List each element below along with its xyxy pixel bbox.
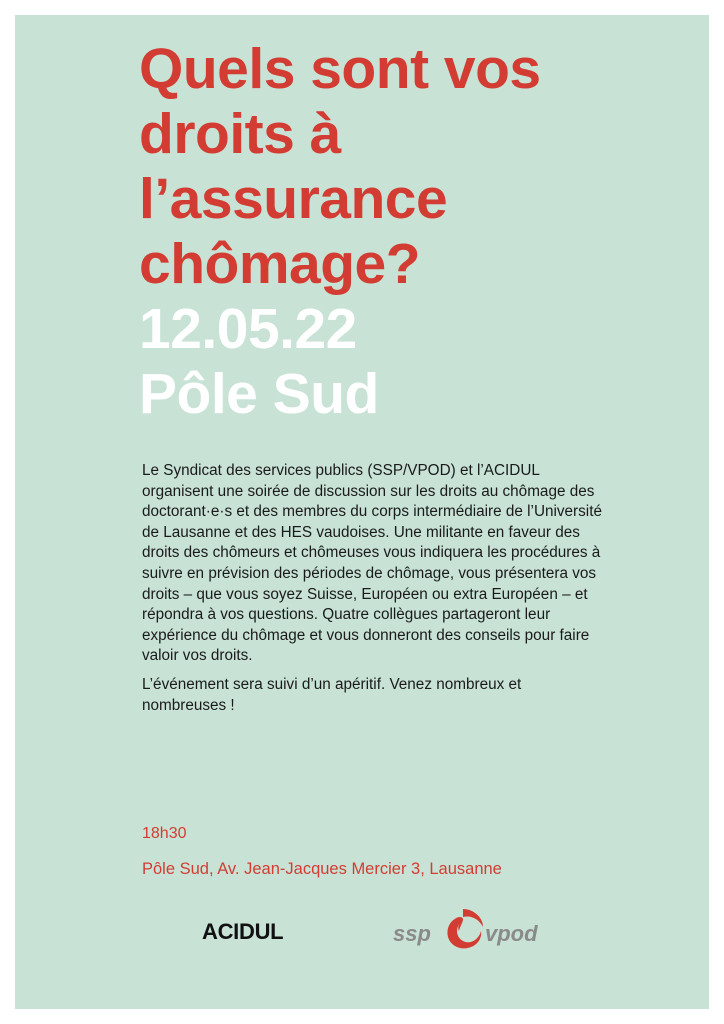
description-line: nombreuses !: [142, 696, 235, 714]
acidul-logo: ACIDUL: [202, 919, 284, 944]
description-line: organisent une soirée de discussion sur les droits au chômage des: [142, 482, 595, 500]
poster-headline: [139, 37, 679, 427]
ssp-vpod-logo-graphic: [393, 903, 553, 953]
description-paragraph-2: [142, 675, 702, 716]
description-line: L’événement sera suivi d’un apéritif. Venez nombreux et: [142, 675, 522, 693]
description-line: doctorant·e·s et des membres du corps intermédiaire de l’Université: [142, 503, 602, 521]
headline-line-2: droits à: [139, 102, 341, 166]
event-description: [142, 461, 702, 724]
flame-swirl-icon: [447, 909, 483, 948]
description-line: Le Syndicat des services publics (SSP/VPOD) et l’ACIDUL: [142, 462, 540, 479]
event-poster: [15, 15, 709, 1009]
description-line: répondra à vos questions. Quatre collègues partageront leur: [142, 606, 551, 624]
headline-line-3: l’assurance: [139, 167, 448, 231]
description-line: suivre en prévision des périodes de chômage, vous présentera vos: [142, 564, 597, 582]
headline-line-1: Quels sont vos: [139, 37, 541, 101]
description-line: valoir vos droits.: [142, 647, 253, 665]
description-paragraph-1: [142, 461, 702, 667]
headline-line-4: chômage?: [139, 232, 421, 296]
event-address: Pôle Sud, Av. Jean-Jacques Mercier 3, Lausanne: [142, 860, 502, 878]
description-line: expérience du chômage et vous donneront des conseils pour faire: [142, 626, 590, 644]
description-line: droits – que vous soyez Suisse, Européen ou extra Européen – et: [142, 585, 588, 603]
event-time: 18h30: [142, 825, 187, 842]
event-date: 12.05.22: [139, 297, 357, 361]
vpod-logo-text: vpod: [485, 921, 538, 946]
ssp-vpod-logo: [393, 903, 553, 953]
description-line: de Lausanne et des HES vaudoises. Une militante en faveur des: [142, 523, 580, 541]
event-venue-title: Pôle Sud: [139, 362, 379, 426]
ssp-logo-text: ssp: [393, 921, 431, 946]
description-line: droits des chômeurs et chômeuses vous indiquera les procédures à: [142, 544, 601, 562]
